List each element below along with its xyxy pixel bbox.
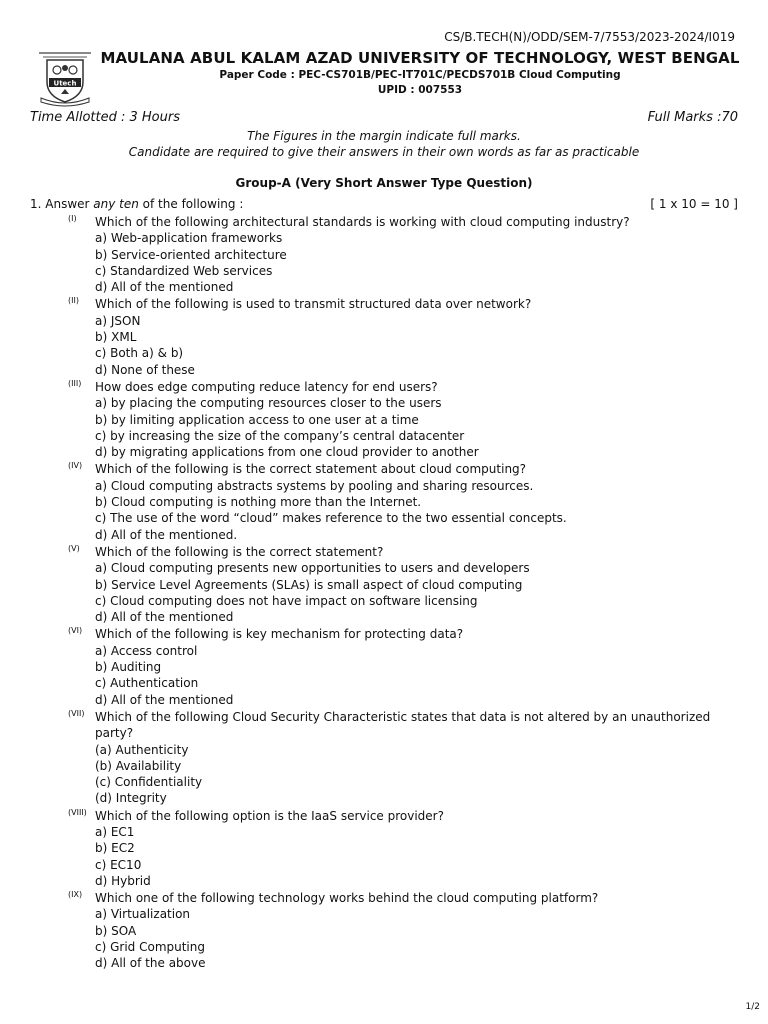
answer-option: c) Grid Computing bbox=[95, 940, 205, 955]
answer-option: d) All of the mentioned. bbox=[95, 527, 238, 542]
question-text: Which of the following Cloud Security Characteristic states that data is not altered by an unauthorized party? bbox=[95, 709, 711, 741]
answer-option: d) by migrating applications from one cloud provider to another bbox=[95, 445, 479, 460]
answer-option: d) All of the mentioned bbox=[95, 280, 234, 295]
answer-option: (a) Authenticity bbox=[95, 742, 189, 757]
question-item bbox=[68, 709, 748, 807]
answer-option: a) Virtualization bbox=[95, 907, 191, 922]
answer-option: b) EC2 bbox=[95, 841, 135, 856]
question-text: Which of the following is the correct statement? bbox=[95, 544, 384, 559]
answer-option: a) Cloud computing abstracts systems by pooling and sharing resources. bbox=[95, 478, 534, 493]
question-item bbox=[68, 214, 748, 295]
question-text: Which one of the following technology works behind the cloud computing platform? bbox=[95, 891, 599, 906]
full-marks: Full Marks :70 bbox=[647, 110, 738, 125]
answer-option: c) Both a) & b) bbox=[95, 346, 184, 361]
question-text: Which of the following is key mechanism for protecting data? bbox=[95, 627, 464, 642]
question-item bbox=[68, 379, 748, 460]
answer-option: c) EC10 bbox=[95, 857, 142, 872]
answer-option: c) Authentication bbox=[95, 676, 199, 691]
question-text: Which of the following is used to transmit structured data over network? bbox=[95, 297, 532, 312]
question-list bbox=[68, 214, 748, 973]
answer-option: a) by placing the computing resources closer to the users bbox=[95, 396, 442, 411]
answer-option: d) All of the above bbox=[95, 956, 206, 971]
answer-option: (c) Confidentiality bbox=[95, 775, 203, 790]
answer-option: c) Cloud computing does not have impact on software licensing bbox=[95, 593, 478, 608]
university-title: MAULANA ABUL KALAM AZAD UNIVERSITY OF TECHNOLOGY, WEST BENGAL bbox=[100, 49, 740, 67]
time-allotted: Time Allotted : 3 Hours bbox=[30, 110, 180, 125]
question-number: (III) bbox=[68, 378, 82, 388]
answer-option: a) Web-application frameworks bbox=[95, 231, 283, 246]
answer-option: c) Standardized Web services bbox=[95, 263, 273, 278]
question-text: Which of the following option is the IaaS service provider? bbox=[95, 808, 444, 823]
question-text: Which of the following is the correct statement about cloud computing? bbox=[95, 462, 527, 477]
question-number: (VII) bbox=[68, 708, 85, 718]
paper-code: Paper Code : PEC-CS701B/PEC-IT701C/PECDS701B Cloud Computing bbox=[219, 69, 621, 81]
answer-option: b) Auditing bbox=[95, 660, 162, 675]
answer-option: c) The use of the word “cloud” makes reference to the two essential concepts. bbox=[95, 511, 567, 526]
answer-option: b) Service-oriented architecture bbox=[95, 247, 287, 262]
page-number: 1/2 bbox=[745, 1002, 760, 1012]
group-title: Group-A (Very Short Answer Type Question) bbox=[235, 176, 533, 190]
answer-option: a) JSON bbox=[95, 313, 141, 328]
instruction-own-words: Candidate are required to give their answers in their own words as far as practicable bbox=[128, 145, 640, 159]
question-number: (VI) bbox=[68, 626, 83, 636]
question-item bbox=[68, 544, 748, 625]
question-text: Which of the following architectural standards is working with cloud computing industry? bbox=[95, 215, 630, 229]
question-number: (IV) bbox=[68, 461, 83, 471]
question-number: (VIII) bbox=[68, 807, 87, 817]
answer-option: c) by increasing the size of the company’s central datacenter bbox=[95, 428, 465, 443]
instruction-margin: The Figures in the margin indicate full marks. bbox=[247, 129, 521, 143]
q-emphasis: any ten bbox=[93, 197, 139, 211]
answer-option: d) None of these bbox=[95, 362, 195, 377]
question-item bbox=[68, 626, 748, 707]
answer-option: d) All of the mentioned bbox=[95, 610, 234, 625]
question-item bbox=[68, 461, 748, 542]
answer-option: a) EC1 bbox=[95, 824, 135, 839]
answer-option: b) Service Level Agreements (SLAs) is small aspect of cloud computing bbox=[95, 577, 523, 592]
answer-option: a) Cloud computing presents new opportunities to users and developers bbox=[95, 561, 530, 576]
answer-option: (d) Integrity bbox=[95, 791, 167, 806]
logo-wordmark: Utech bbox=[53, 79, 77, 88]
answer-option: b) XML bbox=[95, 330, 137, 345]
question-number: (II) bbox=[68, 296, 79, 306]
question-item bbox=[68, 296, 748, 377]
question-item bbox=[68, 890, 748, 971]
upid: UPID : 007553 bbox=[377, 84, 463, 96]
question-number: (IX) bbox=[68, 890, 83, 900]
q-suffix: of the following : bbox=[138, 197, 244, 211]
q-prefix: 1. Answer bbox=[30, 197, 94, 211]
question-text: How does edge computing reduce latency for end users? bbox=[95, 379, 438, 394]
paper-reference: CS/B.TECH(N)/ODD/SEM-7/7553/2023-2024/I019 bbox=[444, 30, 735, 44]
question-number: (I) bbox=[68, 214, 77, 223]
question-item bbox=[68, 808, 748, 889]
answer-option: d) Hybrid bbox=[95, 873, 151, 888]
answer-option: b) SOA bbox=[95, 923, 137, 938]
answer-option: a) Access control bbox=[95, 643, 198, 658]
answer-option: b) by limiting application access to one user at a time bbox=[95, 412, 419, 427]
answer-option: b) Cloud computing is nothing more than the Internet. bbox=[95, 495, 422, 510]
answer-option: d) All of the mentioned bbox=[95, 692, 234, 707]
question-number: (V) bbox=[68, 543, 80, 553]
question-score: [ 1 x 10 = 10 ] bbox=[650, 197, 738, 211]
question-instruction bbox=[30, 197, 243, 211]
answer-option: (b) Availability bbox=[95, 758, 182, 773]
